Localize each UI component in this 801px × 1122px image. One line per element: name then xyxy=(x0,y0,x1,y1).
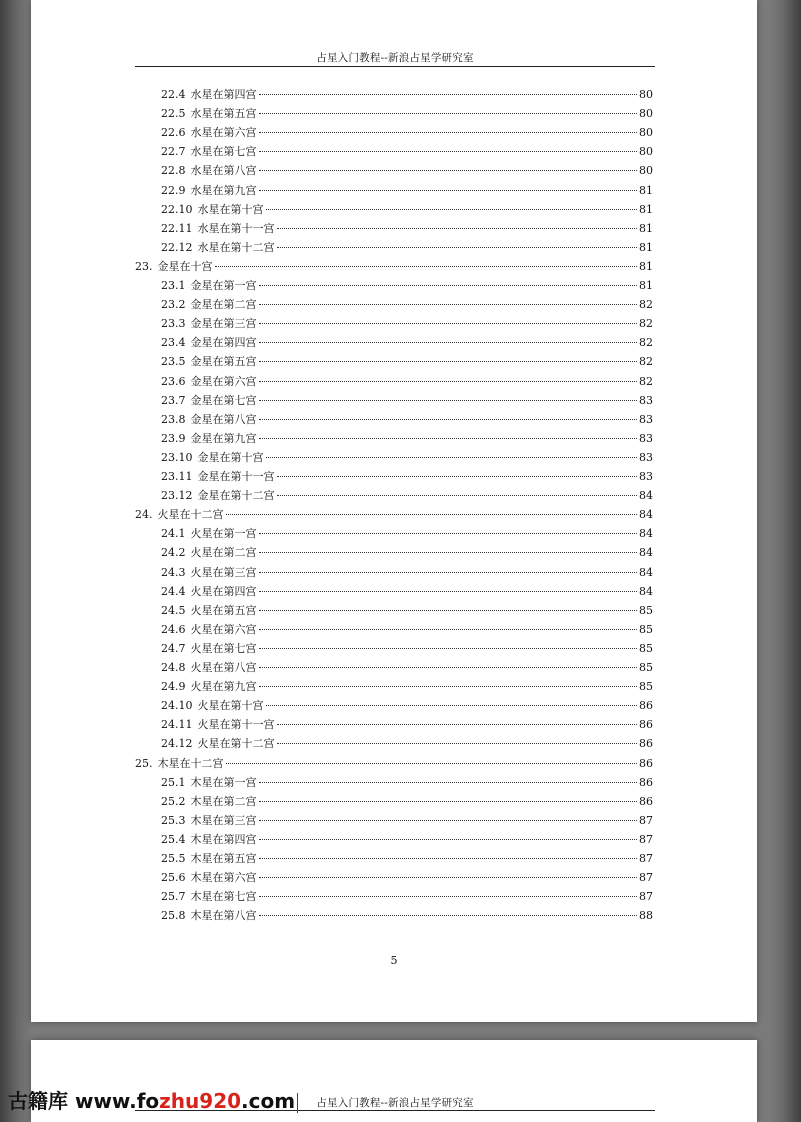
toc-entry-title: 火星在第十一宫 xyxy=(197,718,275,732)
toc-entry-title: 木星在第六宫 xyxy=(190,871,257,885)
toc-dot-leader xyxy=(259,419,638,420)
toc-section-entry[interactable] xyxy=(161,468,653,486)
toc-entry-title: 金星在第十一宫 xyxy=(197,470,275,483)
toc-entry-page: 82 xyxy=(639,336,653,350)
toc-dot-leader xyxy=(259,858,638,859)
toc-entry-title: 金星在第一宫 xyxy=(190,279,257,292)
toc-entry-number: 25.4 xyxy=(161,832,186,846)
toc-entry-title: 金星在第十二宫 xyxy=(197,489,275,503)
toc-entry-title: 水星在第十二宫 xyxy=(197,240,275,254)
toc-section-entry[interactable] xyxy=(161,143,653,161)
toc-section-entry[interactable] xyxy=(161,640,653,658)
toc-entry-number: 24.11 xyxy=(161,718,193,732)
toc-entry-page: 83 xyxy=(639,393,653,407)
toc-dot-leader xyxy=(259,438,638,439)
toc-entry-page: 87 xyxy=(639,852,653,865)
toc-section-entry[interactable] xyxy=(161,716,653,734)
running-header-next-page: 占星入门教程--新浪占星学研究室 xyxy=(316,1097,474,1109)
toc-section-entry[interactable] xyxy=(161,659,653,677)
toc-entry-number: 22.12 xyxy=(161,240,193,254)
toc-dot-leader xyxy=(259,170,638,171)
toc-entry-page: 85 xyxy=(639,661,653,674)
toc-dot-leader xyxy=(259,361,638,362)
toc-dot-leader xyxy=(277,743,638,744)
toc-entry-page: 81 xyxy=(639,240,653,254)
toc-entry-title: 火星在十二宫 xyxy=(157,508,224,522)
toc-entry-title: 木星在第八宫 xyxy=(190,909,257,923)
toc-entry-page: 81 xyxy=(639,259,653,273)
toc-entry-number: 22.6 xyxy=(161,126,186,140)
toc-section-entry[interactable] xyxy=(161,201,653,219)
toc-entry-number: 24.10 xyxy=(161,699,193,713)
toc-entry-page: 83 xyxy=(639,412,653,426)
text-cursor-icon xyxy=(297,1093,298,1113)
toc-entry-number: 23.10 xyxy=(161,450,193,464)
toc-dot-leader xyxy=(266,705,638,706)
toc-dot-leader xyxy=(259,94,638,95)
toc-entry-title: 木星在第七宫 xyxy=(190,890,257,904)
toc-dot-leader xyxy=(259,304,638,305)
toc-entry-title: 火星在第三宫 xyxy=(190,565,257,579)
toc-dot-leader xyxy=(277,228,638,229)
toc-dot-leader xyxy=(277,476,638,477)
toc-section-entry[interactable] xyxy=(161,239,653,257)
toc-entry-page: 85 xyxy=(639,603,653,617)
toc-entry-page: 80 xyxy=(639,126,653,140)
toc-entry-title: 木星在第五宫 xyxy=(190,852,257,865)
toc-entry-title: 金星在第六宫 xyxy=(190,374,257,388)
toc-section-entry[interactable] xyxy=(161,315,653,333)
toc-entry-number: 24.3 xyxy=(161,565,186,579)
toc-section-entry[interactable] xyxy=(161,888,653,906)
toc-entry-number: 25.3 xyxy=(161,813,186,827)
toc-entry-page: 81 xyxy=(639,279,653,292)
toc-entry-number: 22.9 xyxy=(161,183,186,197)
toc-dot-leader xyxy=(266,209,638,210)
toc-section-entry[interactable] xyxy=(161,907,653,925)
toc-entry-title: 金星在第五宫 xyxy=(190,355,257,369)
toc-entry-number: 24.5 xyxy=(161,603,186,617)
toc-dot-leader xyxy=(259,629,638,630)
toc-entry-number: 25. xyxy=(135,756,153,770)
toc-section-entry[interactable] xyxy=(161,182,653,200)
toc-entry-number: 25.8 xyxy=(161,909,186,923)
toc-entry-number: 24.4 xyxy=(161,584,186,598)
toc-entry-number: 23.12 xyxy=(161,489,193,503)
toc-entry-page: 86 xyxy=(639,699,653,713)
toc-entry-title: 金星在十宫 xyxy=(157,259,213,273)
toc-chapter-entry[interactable] xyxy=(135,755,653,773)
toc-entry-page: 80 xyxy=(639,164,653,178)
toc-section-entry[interactable] xyxy=(161,373,653,391)
toc-dot-leader xyxy=(215,266,638,267)
toc-entry-number: 24.7 xyxy=(161,641,186,655)
toc-section-entry[interactable] xyxy=(161,602,653,620)
toc-entry-number: 25.7 xyxy=(161,890,186,904)
toc-entry-page: 86 xyxy=(639,794,653,808)
toc-entry-number: 22.7 xyxy=(161,145,186,159)
toc-entry-page: 85 xyxy=(639,622,653,636)
toc-entry-number: 22.10 xyxy=(161,202,193,216)
toc-section-entry[interactable] xyxy=(161,124,653,142)
toc-entry-page: 80 xyxy=(639,107,653,121)
toc-dot-leader xyxy=(226,514,638,515)
toc-section-entry[interactable] xyxy=(161,353,653,371)
toc-entry-title: 木星在第三宫 xyxy=(190,813,257,827)
toc-entry-page: 84 xyxy=(639,584,653,598)
toc-entry-title: 金星在第十宫 xyxy=(197,450,264,464)
toc-entry-title: 水星在第八宫 xyxy=(190,164,257,178)
toc-dot-leader xyxy=(259,782,638,783)
toc-entry-number: 25.5 xyxy=(161,852,186,865)
toc-dot-leader xyxy=(259,648,638,649)
toc-entry-number: 24.8 xyxy=(161,661,186,674)
toc-section-entry[interactable] xyxy=(161,697,653,715)
toc-entry-title: 火星在第四宫 xyxy=(190,584,257,598)
toc-dot-leader xyxy=(259,323,638,324)
toc-entry-page: 83 xyxy=(639,470,653,483)
toc-entry-number: 25.2 xyxy=(161,794,186,808)
toc-entry-page: 86 xyxy=(639,756,653,770)
toc-dot-leader xyxy=(259,132,638,133)
toc-section-entry[interactable] xyxy=(161,105,653,123)
toc-section-entry[interactable] xyxy=(161,86,653,104)
toc-entry-title: 火星在第二宫 xyxy=(190,546,257,560)
toc-entry-page: 84 xyxy=(639,489,653,503)
toc-entry-title: 木星在第一宫 xyxy=(190,775,257,789)
toc-entry-page: 85 xyxy=(639,680,653,694)
toc-chapter-entry[interactable] xyxy=(135,506,653,524)
toc-entry-title: 水星在第七宫 xyxy=(190,145,257,159)
toc-entry-title: 火星在第十二宫 xyxy=(197,737,275,751)
toc-entry-title: 木星在十二宫 xyxy=(157,756,224,770)
toc-entry-page: 87 xyxy=(639,890,653,904)
toc-section-entry[interactable] xyxy=(161,831,653,849)
watermark-prefix: 古籍库 www.fo xyxy=(8,1089,160,1113)
toc-dot-leader xyxy=(259,342,638,343)
toc-section-entry[interactable] xyxy=(161,430,653,448)
toc-entry-page: 88 xyxy=(639,909,653,923)
toc-dot-leader xyxy=(259,572,638,573)
toc-section-entry[interactable] xyxy=(161,544,653,562)
toc-dot-leader xyxy=(259,839,638,840)
toc-entry-page: 86 xyxy=(639,718,653,732)
toc-dot-leader xyxy=(259,686,638,687)
toc-dot-leader xyxy=(259,552,638,553)
toc-dot-leader xyxy=(259,591,638,592)
page-number: 5 xyxy=(390,954,398,967)
toc-dot-leader xyxy=(259,896,638,897)
toc-entry-page: 83 xyxy=(639,450,653,464)
toc-dot-leader xyxy=(277,247,638,248)
toc-section-entry[interactable] xyxy=(161,162,653,180)
toc-dot-leader xyxy=(277,495,638,496)
toc-dot-leader xyxy=(259,877,638,878)
toc-entry-page: 80 xyxy=(639,88,653,101)
toc-entry-number: 22.11 xyxy=(161,221,193,235)
toc-entry-page: 87 xyxy=(639,832,653,846)
toc-dot-leader xyxy=(259,400,638,401)
toc-dot-leader xyxy=(259,801,638,802)
toc-entry-page: 87 xyxy=(639,813,653,827)
toc-entry-number: 23.4 xyxy=(161,336,186,350)
toc-section-entry[interactable] xyxy=(161,392,653,410)
toc-entry-number: 23.6 xyxy=(161,374,186,388)
toc-dot-leader xyxy=(259,151,638,152)
toc-entry-title: 金星在第七宫 xyxy=(190,393,257,407)
toc-section-entry[interactable] xyxy=(161,850,653,868)
toc-entry-number: 23. xyxy=(135,259,153,273)
toc-dot-leader xyxy=(259,113,638,114)
document-page xyxy=(31,0,757,1022)
toc-entry-number: 23.7 xyxy=(161,393,186,407)
toc-section-entry[interactable] xyxy=(161,869,653,887)
toc-entry-number: 24.12 xyxy=(161,737,193,751)
toc-section-entry[interactable] xyxy=(161,621,653,639)
toc-entry-number: 22.8 xyxy=(161,164,186,178)
toc-entry-page: 85 xyxy=(639,641,653,655)
toc-section-entry[interactable] xyxy=(161,334,653,352)
toc-entry-page: 82 xyxy=(639,317,653,331)
toc-entry-number: 23.5 xyxy=(161,355,186,369)
toc-entry-number: 24. xyxy=(135,508,153,522)
toc-entry-title: 金星在第八宫 xyxy=(190,412,257,426)
toc-section-entry[interactable] xyxy=(161,220,653,238)
toc-dot-leader xyxy=(259,667,638,668)
toc-entry-page: 82 xyxy=(639,298,653,312)
toc-section-entry[interactable] xyxy=(161,793,653,811)
toc-dot-leader xyxy=(226,763,638,764)
toc-entry-title: 水星在第十一宫 xyxy=(197,221,275,235)
toc-section-entry[interactable] xyxy=(161,583,653,601)
toc-section-entry[interactable] xyxy=(161,277,653,295)
toc-entry-page: 81 xyxy=(639,202,653,216)
toc-entry-page: 87 xyxy=(639,871,653,885)
toc-entry-title: 金星在第三宫 xyxy=(190,317,257,331)
toc-section-entry[interactable] xyxy=(161,812,653,830)
toc-section-entry[interactable] xyxy=(161,525,653,543)
toc-dot-leader xyxy=(259,610,638,611)
toc-entry-title: 水星在第十宫 xyxy=(197,202,264,216)
toc-entry-title: 火星在第五宫 xyxy=(190,603,257,617)
toc-section-entry[interactable] xyxy=(161,487,653,505)
toc-entry-page: 84 xyxy=(639,508,653,522)
header-rule xyxy=(135,66,655,67)
toc-section-entry[interactable] xyxy=(161,449,653,467)
toc-entry-page: 84 xyxy=(639,527,653,541)
toc-section-entry[interactable] xyxy=(161,564,653,582)
toc-entry-title: 金星在第二宫 xyxy=(190,298,257,312)
toc-section-entry[interactable] xyxy=(161,735,653,753)
toc-entry-page: 81 xyxy=(639,221,653,235)
toc-dot-leader xyxy=(259,533,638,534)
toc-entry-number: 23.3 xyxy=(161,317,186,331)
toc-entry-title: 火星在第十宫 xyxy=(197,699,264,713)
toc-entry-number: 24.2 xyxy=(161,546,186,560)
toc-entry-number: 22.5 xyxy=(161,107,186,121)
toc-entry-title: 火星在第六宫 xyxy=(190,622,257,636)
toc-entry-number: 23.2 xyxy=(161,298,186,312)
toc-entry-page: 81 xyxy=(639,183,653,197)
watermark-highlight: zhu920 xyxy=(159,1089,242,1113)
toc-entry-number: 23.8 xyxy=(161,412,186,426)
toc-section-entry[interactable] xyxy=(161,411,653,429)
toc-entry-page: 82 xyxy=(639,355,653,369)
toc-entry-title: 水星在第五宫 xyxy=(190,107,257,121)
toc-dot-leader xyxy=(259,285,638,286)
toc-dot-leader xyxy=(259,915,638,916)
toc-entry-title: 木星在第二宫 xyxy=(190,794,257,808)
toc-entry-number: 22.4 xyxy=(161,88,186,101)
toc-entry-title: 火星在第八宫 xyxy=(190,661,257,674)
toc-entry-number: 23.11 xyxy=(161,470,193,483)
toc-entry-page: 86 xyxy=(639,775,653,789)
toc-entry-title: 木星在第四宫 xyxy=(190,832,257,846)
toc-entry-title: 水星在第四宫 xyxy=(190,88,257,101)
toc-entry-page: 84 xyxy=(639,565,653,579)
toc-entry-page: 83 xyxy=(639,431,653,445)
running-header: 占星入门教程--新浪占星学研究室 xyxy=(316,52,474,64)
toc-entry-number: 24.9 xyxy=(161,680,186,694)
toc-entry-page: 82 xyxy=(639,374,653,388)
toc-dot-leader xyxy=(259,381,638,382)
toc-entry-number: 24.6 xyxy=(161,622,186,636)
toc-entry-title: 金星在第九宫 xyxy=(190,431,257,445)
toc-chapter-entry[interactable] xyxy=(135,258,653,276)
toc-section-entry[interactable] xyxy=(161,774,653,792)
toc-dot-leader xyxy=(259,190,638,191)
toc-entry-title: 火星在第七宫 xyxy=(190,641,257,655)
site-watermark xyxy=(8,1088,298,1114)
watermark-suffix: .com xyxy=(241,1089,296,1113)
toc-entry-title: 火星在第九宫 xyxy=(190,680,257,694)
toc-entry-number: 24.1 xyxy=(161,527,186,541)
toc-section-entry[interactable] xyxy=(161,678,653,696)
toc-entry-page: 84 xyxy=(639,546,653,560)
toc-entry-title: 火星在第一宫 xyxy=(190,527,257,541)
toc-entry-page: 80 xyxy=(639,145,653,159)
toc-entry-number: 25.1 xyxy=(161,775,186,789)
toc-entry-page: 86 xyxy=(639,737,653,751)
toc-section-entry[interactable] xyxy=(161,296,653,314)
toc-entry-title: 水星在第九宫 xyxy=(190,183,257,197)
toc-entry-title: 水星在第六宫 xyxy=(190,126,257,140)
toc-entry-number: 25.6 xyxy=(161,871,186,885)
toc-dot-leader xyxy=(266,457,638,458)
toc-entry-number: 23.1 xyxy=(161,279,186,292)
toc-dot-leader xyxy=(259,820,638,821)
toc-entry-number: 23.9 xyxy=(161,431,186,445)
toc-entry-title: 金星在第四宫 xyxy=(190,336,257,350)
toc-dot-leader xyxy=(277,724,638,725)
